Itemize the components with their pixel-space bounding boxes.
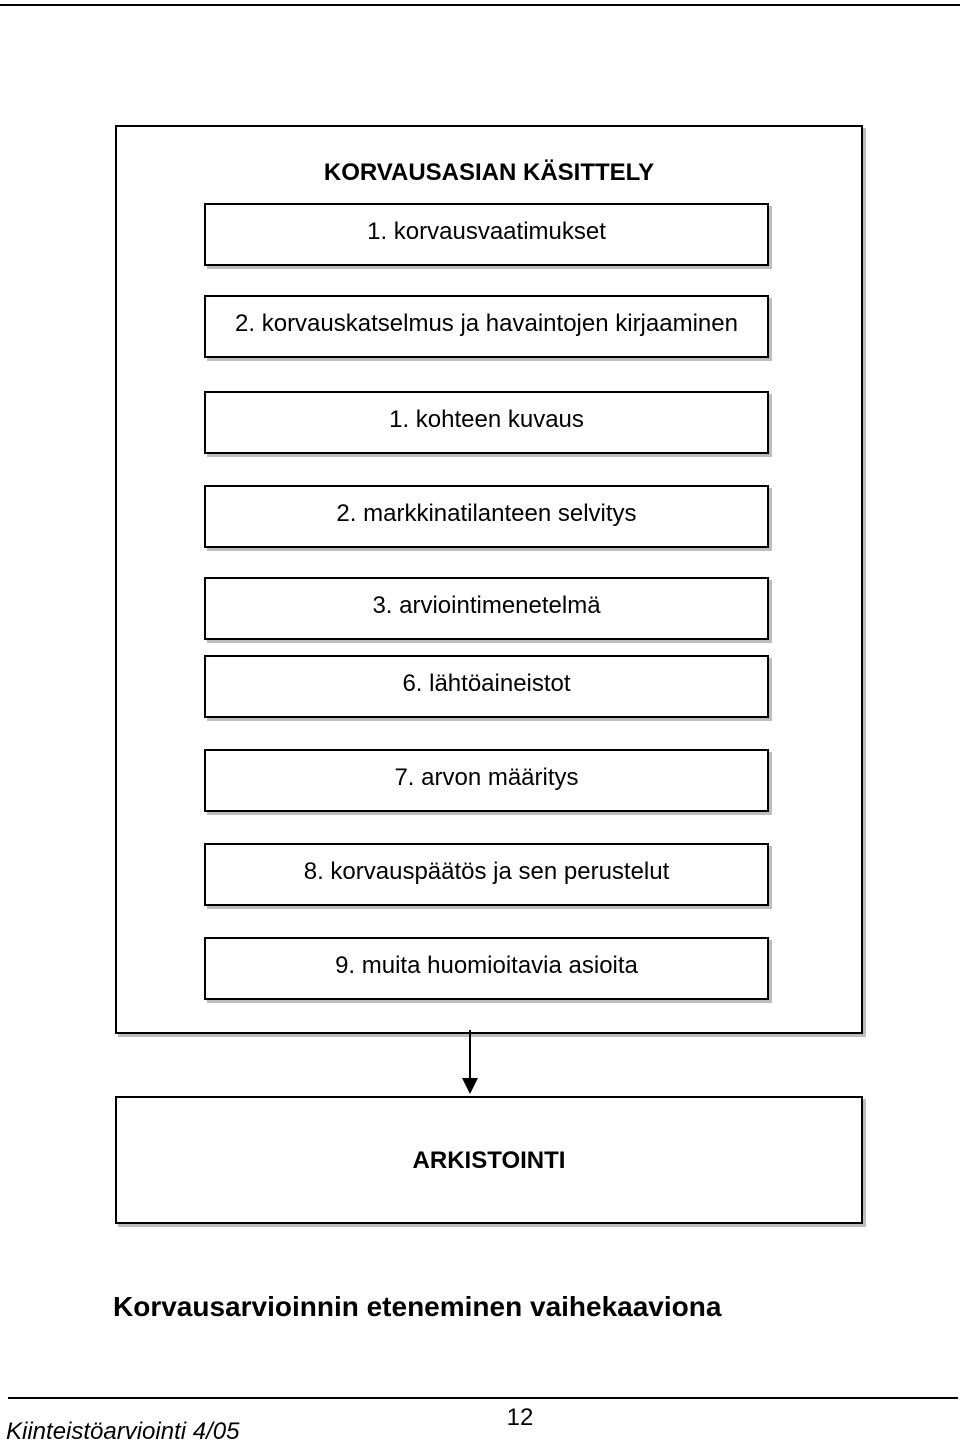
page-number: 12	[506, 1404, 534, 1431]
top-rule	[0, 4, 960, 6]
step-label: 1. korvausvaatimukset	[367, 218, 606, 245]
step-box-2	[204, 295, 769, 358]
step-label: 9. muita huomioitavia asioita	[335, 952, 638, 979]
step-box-9	[204, 937, 769, 1000]
step-label: 1. kohteen kuvaus	[389, 406, 584, 433]
diagram-title: KORVAUSASIAN KÄSITTELY	[323, 159, 655, 186]
step-box-6	[204, 655, 769, 718]
step-label: 6. lähtöaineistot	[402, 670, 571, 697]
step-label: 8. korvauspäätös ja sen perustelut	[303, 858, 670, 885]
step-box-4	[204, 485, 769, 548]
figure-caption: Korvausarvioinnin eteneminen vaihekaaviona	[113, 1291, 722, 1322]
step-box-5	[204, 577, 769, 640]
archive-box	[115, 1096, 863, 1224]
step-box-3	[204, 391, 769, 454]
step-box-1	[204, 203, 769, 266]
footer-rule	[8, 1397, 958, 1399]
step-label: 2. markkinatilanteen selvitys	[336, 500, 637, 527]
flow-arrow-line	[469, 1030, 471, 1080]
archive-label: ARKISTOINTI	[412, 1147, 566, 1174]
footer-publication: Kiinteistöarviointi 4/05	[6, 1418, 240, 1445]
step-box-7	[204, 749, 769, 812]
step-label: 2. korvauskatselmus ja havaintojen kirjaaminen	[235, 310, 738, 337]
step-label: 3. arviointimenetelmä	[372, 592, 601, 619]
step-box-8	[204, 843, 769, 906]
step-label: 7. arvon määritys	[394, 764, 579, 791]
arrow-down-icon	[462, 1078, 478, 1094]
